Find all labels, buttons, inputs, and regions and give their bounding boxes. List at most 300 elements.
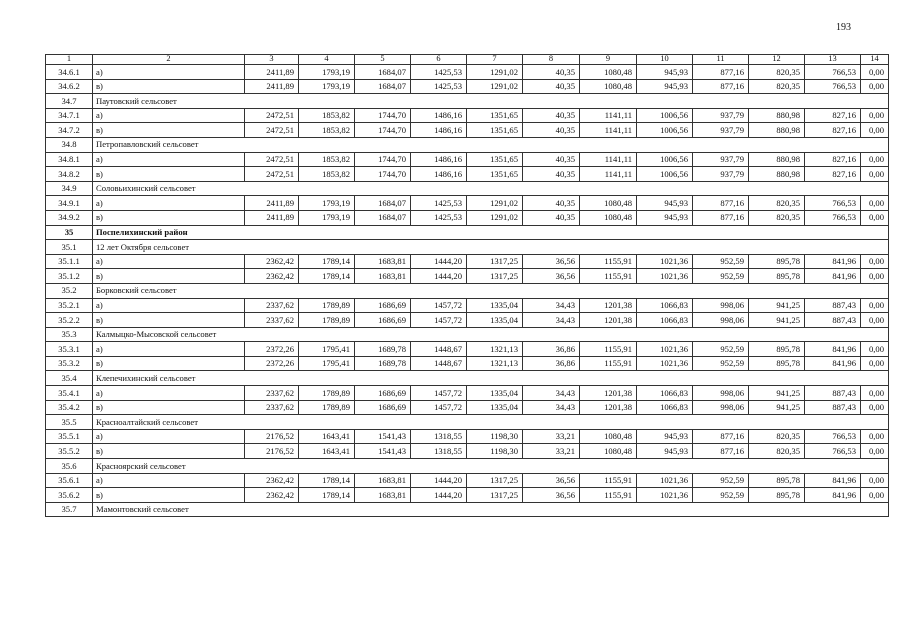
row-value: 36,56: [523, 488, 580, 503]
row-value: 841,96: [805, 269, 861, 284]
row-value: 841,96: [805, 356, 861, 371]
row-value: 0,00: [861, 356, 889, 371]
row-value: 1155,91: [580, 356, 637, 371]
row-value: 1317,25: [467, 269, 523, 284]
section-name: Борковский сельсовет: [93, 283, 889, 298]
row-value: 1141,11: [580, 152, 637, 167]
row-value: 1744,70: [355, 123, 411, 138]
row-value: 1793,19: [299, 79, 355, 94]
section-row: [46, 502, 889, 517]
row-code: 35.5: [46, 415, 93, 430]
row-value: 1853,82: [299, 167, 355, 182]
section-row: [46, 240, 889, 255]
section-row: [46, 283, 889, 298]
row-value: 1686,69: [355, 313, 411, 328]
table-row: [46, 473, 889, 488]
row-value: 40,35: [523, 196, 580, 211]
row-value: 34,43: [523, 298, 580, 313]
row-value: 895,78: [749, 356, 805, 371]
row-value: 1006,56: [637, 108, 693, 123]
section-name: 12 лет Октября сельсовет: [93, 240, 889, 255]
row-value: 1789,89: [299, 400, 355, 415]
row-value: 1155,91: [580, 342, 637, 357]
row-value: 1789,89: [299, 386, 355, 401]
row-value: 1335,04: [467, 386, 523, 401]
row-value: 1448,67: [411, 342, 467, 357]
row-code: 35.6.2: [46, 488, 93, 503]
row-code: 35.1.1: [46, 254, 93, 269]
row-code: 34.8: [46, 137, 93, 152]
column-header: 14: [861, 55, 889, 65]
row-value: 1689,78: [355, 342, 411, 357]
row-value: 877,16: [693, 196, 749, 211]
row-code: 35.2.1: [46, 298, 93, 313]
row-value: 1141,11: [580, 167, 637, 182]
row-value: 2176,52: [245, 444, 299, 459]
row-value: 1486,16: [411, 108, 467, 123]
row-value: 1684,07: [355, 65, 411, 80]
row-value: 1198,30: [467, 444, 523, 459]
row-value: 1291,02: [467, 65, 523, 80]
row-code: 35.1: [46, 240, 93, 255]
row-value: 945,93: [637, 196, 693, 211]
row-value: 1448,67: [411, 356, 467, 371]
column-header: 11: [693, 55, 749, 65]
row-value: 1335,04: [467, 313, 523, 328]
row-value: 1683,81: [355, 473, 411, 488]
row-value: 887,43: [805, 313, 861, 328]
row-value: 1425,53: [411, 79, 467, 94]
row-value: 1317,25: [467, 473, 523, 488]
row-value: 895,78: [749, 488, 805, 503]
row-value: 2411,89: [245, 79, 299, 94]
row-value: 1689,78: [355, 356, 411, 371]
row-value: 877,16: [693, 65, 749, 80]
row-value: 1141,11: [580, 108, 637, 123]
row-value: 2372,26: [245, 356, 299, 371]
row-value: 945,93: [637, 429, 693, 444]
row-value: 1317,25: [467, 254, 523, 269]
row-code: 35.1.2: [46, 269, 93, 284]
column-header: 2: [93, 55, 245, 65]
district-name: Поспелихинский район: [93, 225, 889, 240]
row-value: 895,78: [749, 269, 805, 284]
row-code: 34.6.1: [46, 65, 93, 80]
row-value: 1486,16: [411, 152, 467, 167]
row-value: 937,79: [693, 152, 749, 167]
row-value: 937,79: [693, 108, 749, 123]
column-header: 9: [580, 55, 637, 65]
row-value: 1006,56: [637, 167, 693, 182]
table-body: [46, 55, 889, 517]
table-row: [46, 108, 889, 123]
row-label: а): [93, 342, 245, 357]
row-value: 2472,51: [245, 108, 299, 123]
row-value: 33,21: [523, 429, 580, 444]
row-value: 1080,48: [580, 429, 637, 444]
row-value: 0,00: [861, 210, 889, 225]
row-value: 945,93: [637, 444, 693, 459]
row-value: 895,78: [749, 254, 805, 269]
section-row: [46, 415, 889, 430]
row-value: 2362,42: [245, 269, 299, 284]
row-value: 1486,16: [411, 123, 467, 138]
row-value: 766,53: [805, 79, 861, 94]
section-name: Красноалтайский сельсовет: [93, 415, 889, 430]
row-value: 1021,36: [637, 473, 693, 488]
row-value: 1080,48: [580, 79, 637, 94]
row-value: 2372,26: [245, 342, 299, 357]
row-value: 1080,48: [580, 444, 637, 459]
column-header: 6: [411, 55, 467, 65]
row-code: 35: [46, 225, 93, 240]
row-value: 40,35: [523, 167, 580, 182]
row-value: 0,00: [861, 65, 889, 80]
row-value: 1853,82: [299, 152, 355, 167]
table-row: [46, 400, 889, 415]
row-value: 820,35: [749, 196, 805, 211]
table-row: [46, 152, 889, 167]
row-value: 1066,83: [637, 400, 693, 415]
row-value: 34,43: [523, 400, 580, 415]
row-value: 40,35: [523, 123, 580, 138]
row-value: 1006,56: [637, 123, 693, 138]
row-value: 1066,83: [637, 313, 693, 328]
row-label: в): [93, 356, 245, 371]
row-value: 0,00: [861, 473, 889, 488]
row-value: 1684,07: [355, 210, 411, 225]
row-value: 1541,43: [355, 444, 411, 459]
row-value: 880,98: [749, 108, 805, 123]
row-value: 1541,43: [355, 429, 411, 444]
row-value: 998,06: [693, 313, 749, 328]
row-value: 1795,41: [299, 356, 355, 371]
row-value: 998,06: [693, 298, 749, 313]
row-value: 2411,89: [245, 210, 299, 225]
row-value: 877,16: [693, 79, 749, 94]
row-value: 1021,36: [637, 342, 693, 357]
row-value: 2362,42: [245, 488, 299, 503]
row-value: 2411,89: [245, 196, 299, 211]
row-value: 1021,36: [637, 269, 693, 284]
row-value: 941,25: [749, 400, 805, 415]
column-header: 7: [467, 55, 523, 65]
row-value: 1335,04: [467, 298, 523, 313]
row-value: 1853,82: [299, 123, 355, 138]
row-value: 0,00: [861, 488, 889, 503]
row-value: 0,00: [861, 123, 889, 138]
table-row: [46, 386, 889, 401]
row-value: 1457,72: [411, 400, 467, 415]
row-value: 820,35: [749, 65, 805, 80]
row-value: 1425,53: [411, 210, 467, 225]
row-value: 1141,11: [580, 123, 637, 138]
row-value: 1486,16: [411, 167, 467, 182]
row-value: 2362,42: [245, 473, 299, 488]
row-code: 34.7.2: [46, 123, 93, 138]
row-label: в): [93, 123, 245, 138]
row-value: 1744,70: [355, 167, 411, 182]
row-value: 1744,70: [355, 108, 411, 123]
row-value: 0,00: [861, 254, 889, 269]
row-value: 0,00: [861, 313, 889, 328]
row-value: 1425,53: [411, 196, 467, 211]
row-value: 1789,14: [299, 254, 355, 269]
row-code: 34.9.2: [46, 210, 93, 225]
row-value: 1198,30: [467, 429, 523, 444]
row-value: 1686,69: [355, 386, 411, 401]
row-value: 0,00: [861, 429, 889, 444]
column-header: 10: [637, 55, 693, 65]
row-value: 36,56: [523, 473, 580, 488]
row-value: 2472,51: [245, 152, 299, 167]
tariff-table: [45, 54, 889, 517]
column-header: 3: [245, 55, 299, 65]
row-value: 1684,07: [355, 196, 411, 211]
row-value: 1789,14: [299, 488, 355, 503]
section-row: [46, 137, 889, 152]
row-value: 841,96: [805, 488, 861, 503]
table-row: [46, 342, 889, 357]
row-code: 35.3.2: [46, 356, 93, 371]
row-code: 35.3.1: [46, 342, 93, 357]
row-value: 1155,91: [580, 269, 637, 284]
row-code: 34.8.1: [46, 152, 93, 167]
row-value: 841,96: [805, 473, 861, 488]
row-value: 1155,91: [580, 473, 637, 488]
row-value: 1425,53: [411, 65, 467, 80]
row-value: 1021,36: [637, 254, 693, 269]
row-value: 937,79: [693, 123, 749, 138]
row-value: 998,06: [693, 386, 749, 401]
row-value: 1793,19: [299, 65, 355, 80]
row-code: 35.2.2: [46, 313, 93, 328]
row-value: 1318,55: [411, 429, 467, 444]
row-code: 35.4.1: [46, 386, 93, 401]
row-value: 1795,41: [299, 342, 355, 357]
row-value: 36,86: [523, 356, 580, 371]
row-value: 2337,62: [245, 400, 299, 415]
row-value: 2176,52: [245, 429, 299, 444]
row-value: 40,35: [523, 152, 580, 167]
row-value: 1155,91: [580, 254, 637, 269]
row-value: 877,16: [693, 429, 749, 444]
row-value: 895,78: [749, 342, 805, 357]
section-row: [46, 94, 889, 109]
table-row: [46, 429, 889, 444]
row-value: 941,25: [749, 386, 805, 401]
row-value: 1021,36: [637, 356, 693, 371]
row-value: 1291,02: [467, 79, 523, 94]
column-header: 12: [749, 55, 805, 65]
table-row: [46, 196, 889, 211]
row-value: 841,96: [805, 254, 861, 269]
row-value: 998,06: [693, 400, 749, 415]
row-code: 34.7: [46, 94, 93, 109]
row-value: 33,21: [523, 444, 580, 459]
row-label: в): [93, 444, 245, 459]
row-value: 941,25: [749, 298, 805, 313]
row-value: 2337,62: [245, 298, 299, 313]
row-value: 36,56: [523, 254, 580, 269]
column-header: 4: [299, 55, 355, 65]
row-value: 36,56: [523, 269, 580, 284]
row-code: 35.5.2: [46, 444, 93, 459]
row-value: 766,53: [805, 429, 861, 444]
table-row: [46, 65, 889, 80]
section-row: [46, 327, 889, 342]
row-code: 34.6.2: [46, 79, 93, 94]
row-value: 877,16: [693, 210, 749, 225]
column-header: 5: [355, 55, 411, 65]
row-value: 1457,72: [411, 298, 467, 313]
row-code: 34.8.2: [46, 167, 93, 182]
row-value: 880,98: [749, 123, 805, 138]
row-code: 35.4: [46, 371, 93, 386]
row-label: а): [93, 254, 245, 269]
row-value: 937,79: [693, 167, 749, 182]
row-label: а): [93, 196, 245, 211]
row-label: в): [93, 167, 245, 182]
row-value: 1444,20: [411, 488, 467, 503]
row-value: 2411,89: [245, 65, 299, 80]
row-value: 34,43: [523, 386, 580, 401]
row-value: 1080,48: [580, 210, 637, 225]
row-value: 1080,48: [580, 196, 637, 211]
section-name: Красноярский сельсовет: [93, 459, 889, 474]
column-header: 8: [523, 55, 580, 65]
row-value: 1789,14: [299, 473, 355, 488]
row-value: 1318,55: [411, 444, 467, 459]
row-value: 1351,65: [467, 152, 523, 167]
row-value: 1643,41: [299, 429, 355, 444]
row-value: 1291,02: [467, 210, 523, 225]
row-value: 1789,14: [299, 269, 355, 284]
row-value: 827,16: [805, 152, 861, 167]
row-value: 1684,07: [355, 79, 411, 94]
row-value: 1793,19: [299, 196, 355, 211]
row-value: 2362,42: [245, 254, 299, 269]
table-row: [46, 444, 889, 459]
row-label: а): [93, 152, 245, 167]
row-value: 1066,83: [637, 386, 693, 401]
row-code: 35.2: [46, 283, 93, 298]
row-value: 820,35: [749, 444, 805, 459]
district-row: [46, 225, 889, 240]
row-value: 952,59: [693, 269, 749, 284]
row-code: 35.6: [46, 459, 93, 474]
row-value: 1351,65: [467, 108, 523, 123]
row-value: 1643,41: [299, 444, 355, 459]
row-code: 34.9.1: [46, 196, 93, 211]
row-label: в): [93, 210, 245, 225]
section-name: Соловьихинский сельсовет: [93, 181, 889, 196]
row-value: 1444,20: [411, 473, 467, 488]
row-value: 827,16: [805, 123, 861, 138]
row-value: 1789,89: [299, 313, 355, 328]
row-value: 820,35: [749, 79, 805, 94]
row-value: 40,35: [523, 108, 580, 123]
row-value: 820,35: [749, 210, 805, 225]
row-label: в): [93, 269, 245, 284]
row-code: 35.6.1: [46, 473, 93, 488]
row-value: 0,00: [861, 400, 889, 415]
row-value: 766,53: [805, 196, 861, 211]
row-value: 1335,04: [467, 400, 523, 415]
row-value: 1291,02: [467, 196, 523, 211]
row-value: 2337,62: [245, 386, 299, 401]
table-row: [46, 269, 889, 284]
table-row: [46, 488, 889, 503]
row-value: 887,43: [805, 400, 861, 415]
section-name: Мамонтовский сельсовет: [93, 502, 889, 517]
row-value: 1321,13: [467, 356, 523, 371]
row-code: 35.4.2: [46, 400, 93, 415]
row-value: 1683,81: [355, 254, 411, 269]
row-value: 2472,51: [245, 123, 299, 138]
row-label: а): [93, 473, 245, 488]
row-value: 0,00: [861, 342, 889, 357]
table-row: [46, 210, 889, 225]
row-value: 820,35: [749, 429, 805, 444]
row-value: 1351,65: [467, 167, 523, 182]
row-label: а): [93, 108, 245, 123]
row-value: 40,35: [523, 210, 580, 225]
row-value: 766,53: [805, 65, 861, 80]
row-value: 1201,38: [580, 313, 637, 328]
row-label: а): [93, 386, 245, 401]
table-row: [46, 79, 889, 94]
row-value: 1201,38: [580, 298, 637, 313]
row-value: 887,43: [805, 386, 861, 401]
row-value: 0,00: [861, 269, 889, 284]
row-value: 941,25: [749, 313, 805, 328]
row-value: 0,00: [861, 79, 889, 94]
row-value: 945,93: [637, 65, 693, 80]
row-value: 1444,20: [411, 269, 467, 284]
row-value: 945,93: [637, 79, 693, 94]
section-name: Калмыцко-Мысовской сельсовет: [93, 327, 889, 342]
row-value: 1686,69: [355, 400, 411, 415]
section-name: Петропавловский сельсовет: [93, 137, 889, 152]
row-value: 877,16: [693, 444, 749, 459]
table-row: [46, 167, 889, 182]
row-label: а): [93, 298, 245, 313]
table-row: [46, 254, 889, 269]
section-name: Клепечихинский сельсовет: [93, 371, 889, 386]
row-value: 1686,69: [355, 298, 411, 313]
row-value: 1021,36: [637, 488, 693, 503]
table-row: [46, 123, 889, 138]
row-value: 895,78: [749, 473, 805, 488]
row-value: 34,43: [523, 313, 580, 328]
table-row: [46, 356, 889, 371]
row-label: в): [93, 79, 245, 94]
column-header: 13: [805, 55, 861, 65]
row-value: 2337,62: [245, 313, 299, 328]
row-value: 827,16: [805, 108, 861, 123]
row-value: 40,35: [523, 65, 580, 80]
section-row: [46, 459, 889, 474]
row-value: 1457,72: [411, 386, 467, 401]
row-value: 880,98: [749, 167, 805, 182]
row-value: 1683,81: [355, 488, 411, 503]
row-code: 35.3: [46, 327, 93, 342]
row-value: 0,00: [861, 386, 889, 401]
row-value: 1155,91: [580, 488, 637, 503]
row-value: 887,43: [805, 298, 861, 313]
row-label: а): [93, 65, 245, 80]
